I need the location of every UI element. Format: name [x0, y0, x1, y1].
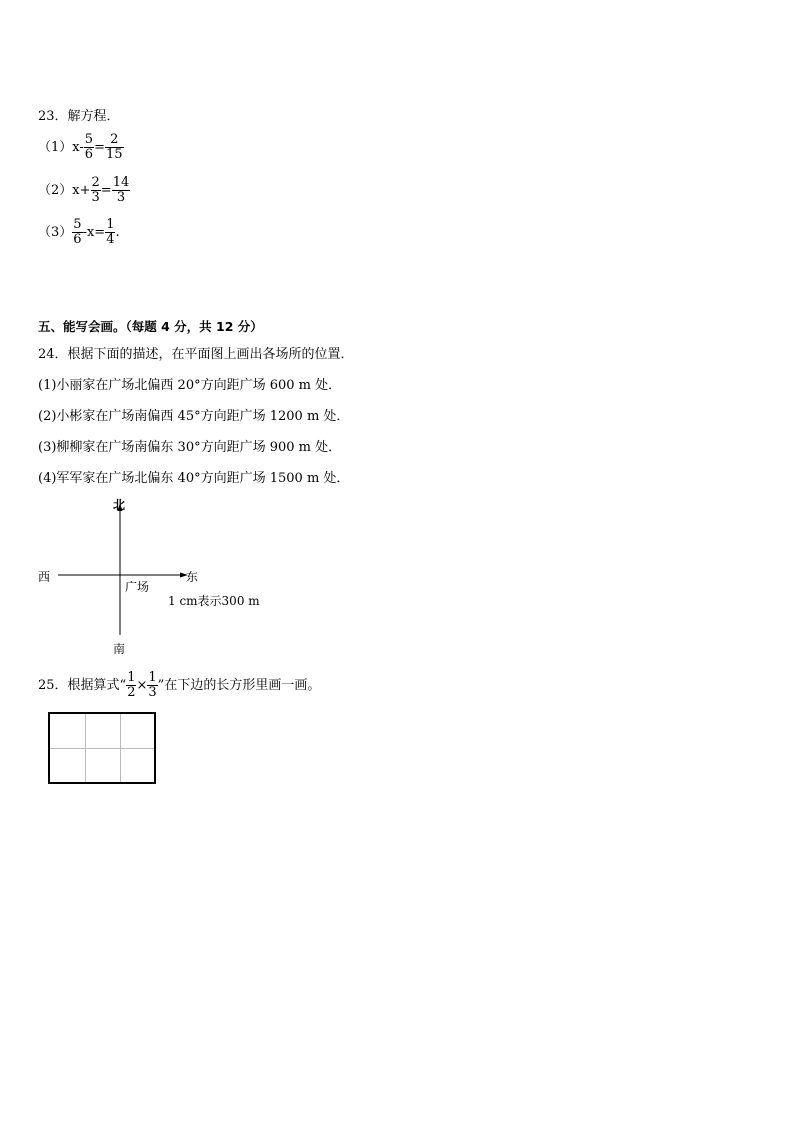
grid-horizontal-line	[50, 748, 154, 749]
eq-label: （3）	[38, 225, 73, 240]
times-sign: ×	[136, 678, 148, 693]
q24-item-4: (4)军军家在广场北偏东 40°方向距广场 1500 m 处．	[38, 471, 350, 486]
fraction	[105, 218, 115, 247]
fraction-denominator: 6	[73, 232, 82, 247]
plaza-label: 广场	[125, 580, 150, 594]
q23-title: 23．解方程．	[38, 109, 120, 124]
fraction-denominator: 4	[106, 232, 115, 247]
fraction-denominator: 3	[91, 190, 100, 205]
q24-item-1: (1)小丽家在广场北偏西 20°方向距广场 600 m 处．	[38, 378, 342, 393]
east-label: 东	[186, 570, 199, 584]
q25-suffix: ”在下边的长方形里画一画。	[157, 678, 321, 693]
fraction	[105, 133, 124, 162]
fraction	[126, 671, 136, 700]
q25-title	[38, 671, 320, 700]
fraction	[112, 176, 131, 205]
fraction-numerator: 5	[84, 132, 94, 147]
fraction-numerator: 14	[112, 175, 130, 190]
fraction-denominator: 3	[116, 190, 126, 205]
eq-var: x+	[72, 183, 91, 198]
fraction-denominator: 15	[105, 147, 123, 162]
fraction	[147, 671, 157, 700]
fraction-numerator: 1	[148, 670, 157, 685]
fraction-numerator: 2	[105, 133, 124, 148]
west-label: 西	[38, 570, 51, 584]
fraction-denominator: 2	[127, 685, 136, 700]
fraction-denominator: 6	[84, 147, 94, 162]
fraction	[91, 176, 101, 205]
fraction-numerator: 2	[91, 175, 100, 190]
drawing-rectangle[interactable]	[48, 712, 156, 784]
q24-title: 24．根据下面的描述，在平面图上画出各场所的位置．	[38, 347, 354, 362]
fraction-numerator: 1	[127, 670, 136, 685]
q23-eq2	[38, 176, 130, 205]
fraction	[72, 218, 82, 247]
eq-sign: =	[100, 183, 112, 198]
eq-var: x-	[72, 140, 84, 155]
south-label: 南	[113, 642, 126, 656]
q24-item-3: (3)柳柳家在广场南偏东 30°方向距广场 900 m 处．	[38, 440, 342, 455]
section-title: 五、能写会画。（每题 4 分，共 12 分）	[38, 319, 263, 334]
eq-middle: -x=	[82, 225, 106, 240]
eq-sign: =	[94, 140, 105, 155]
fraction	[84, 133, 94, 162]
north-label: 北	[113, 498, 126, 512]
fraction-numerator: 1	[106, 217, 115, 232]
scale-label: 1 cm表示300 m	[168, 594, 260, 608]
fraction-denominator: 3	[148, 685, 157, 700]
fraction-numerator: 5	[73, 217, 82, 232]
q23-eq1	[38, 133, 124, 162]
q25-prefix: 25．根据算式“	[38, 678, 127, 693]
eq-label: （1）	[38, 140, 73, 155]
compass-diagram	[30, 495, 270, 660]
eq-tail: .	[115, 225, 120, 240]
q23-eq3	[38, 218, 120, 247]
eq-label: （2）	[38, 183, 73, 198]
q24-item-2: (2)小彬家在广场南偏西 45°方向距广场 1200 m 处．	[38, 409, 350, 424]
